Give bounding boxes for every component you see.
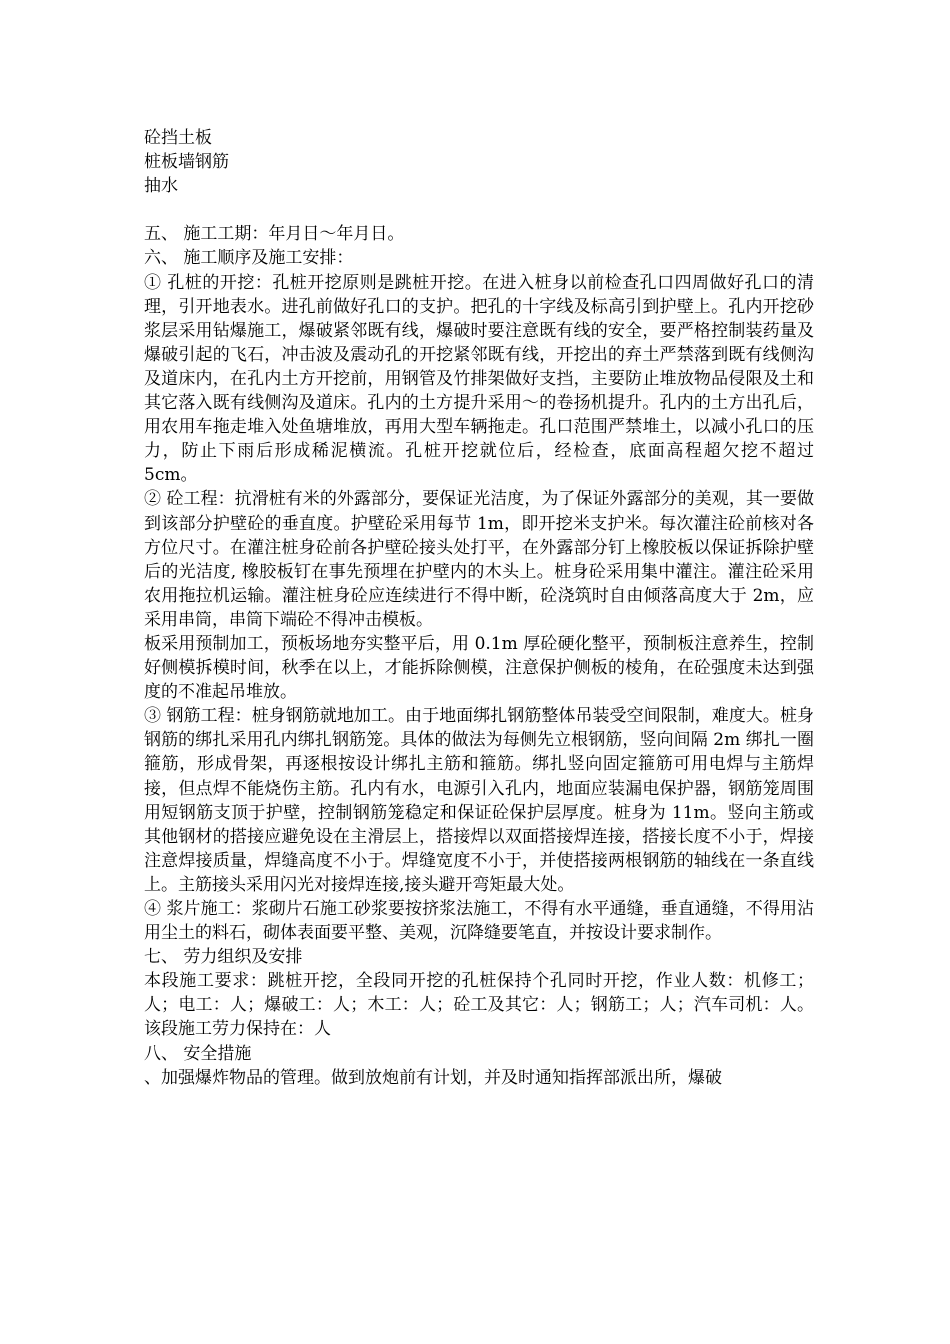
paragraph-explosives-management: 、加强爆炸物品的管理。做到放炮前有计划，并及时通知指挥部派出所，爆破 [144, 1067, 722, 1088]
paragraph-masonry-works: ④ 浆片施工：浆砌片石施工砂浆要按挤浆法施工，不得有水平通缝，垂直通缝，不得用沾用尘土的料石，砌体表面要平整、美观，沉降缝要笔直，并按设计要求制作。 [144, 899, 814, 944]
section-safety-measures: 八、 安全措施 [144, 1043, 252, 1064]
item-retaining-plate: 砼挡土板 [144, 128, 212, 148]
document-page [144, 126, 814, 1090]
item-pumping: 抽水 [144, 176, 178, 197]
paragraph-labor-requirements: 本段施工要求：跳桩开挖，全段同开挖的孔桩保持个孔同时开挖，作业人数：机修工；人；电工：人；爆破工：人；木工：人；砼工及其它：人；钢筋工；人；汽车司机：人。该段施工劳力保持在：人 [144, 971, 814, 1040]
section-labor-organization: 七、 劳力组织及安排 [144, 947, 303, 968]
paragraph-pile-excavation: ① 孔桩的开挖：孔桩开挖原则是跳桩开挖。在进入桩身以前检查孔口四周做好孔口的清理，引开地表水。进孔前做好孔口的支护。把孔的十字线及标高引到护壁上。孔内开挖砂浆层采用钻爆施工，爆破紧邻既有线，爆破时要注意既有线的安全，要严格控制装药量及爆破引起的飞石，冲击波及震动孔的开挖紧邻既有线，开挖出的弃土严禁落到既有线侧沟及道床内，在孔内土方开挖前，用钢管及竹排架做好支挡，主要防止堆放物品侵限及土和其它落入既有线侧沟及道床。孔内的土方提升采用～的卷扬机提升。孔内的土方出孔后，用农用车拖走堆入处鱼塘堆放，再用大型车辆拖走。孔口范围严禁堆土，以减小孔口的压力，防止下雨后形成稀泥横流。孔桩开挖就位后，经检查，底面高程超欠挖不超过 5cm。 [144, 272, 814, 486]
paragraph-rebar-works: ③ 钢筋工程：桩身钢筋就地加工。由于地面绑扎钢筋整体吊装受空间限制，难度大。桩身钢筋的绑扎采用孔内绑扎钢筋笼。具体的做法为每侧先立根钢筋，竖向间隔 2m 绑扎一圈箍筋，形成骨架，再逐根按设计绑扎主筋和箍筋。绑扎竖向固定箍筋可用电焊与主筋焊接，但点焊不能烧伤主筋。孔内有水，电源引入孔内，地面应装漏电保护器，钢筋笼周围用短钢筋支顶于护壁，控制钢筋笼稳定和保证砼保护层厚度。桩身为 11m。竖向主筋或其他钢材的搭接应避免设在主滑层上，搭接焊以双面搭接焊连接，搭接长度不小于，焊接注意焊接质量，焊缝高度不小于。焊缝宽度不小于，并使搭接两根钢筋的轴线在一条直线上。主筋接头采用闪光对接焊连接,接头避开弯矩最大处。 [144, 706, 814, 895]
item-pile-wall-rebar: 桩板墙钢筋 [144, 152, 229, 173]
paragraph-precast-plates: 板采用预制加工，预板场地夯实整平后，用 0.1m 厚砼硬化整平，预制板注意养生，控制好侧模拆模时间，秋季在以上，才能拆除侧模，注意保护侧板的棱角，在砼强度未达到强度的不准起吊堆放。 [144, 633, 814, 703]
section-construction-sequence: 六、 施工顺序及施工安排： [144, 248, 354, 269]
section-construction-period: 五、 施工工期：年月日～年月日。 [144, 224, 405, 245]
blank-line [144, 198, 814, 222]
paragraph-concrete-works: ② 砼工程：抗滑桩有米的外露部分，要保证光洁度，为了保证外露部分的美观，其一要做到该部分护壁砼的垂直度。护壁砼采用每节 1m，即开挖米支护米。每次灌注砼前核对各方位尺寸。在灌注桩身砼前各护壁砼接头处打平，在外露部分钉上橡胶板以保证拆除护壁后的光洁度, 橡胶板钉在事先预埋在护壁内的木头上。桩身砼采用集中灌注。灌注砼采用农用拖拉机运输。灌注桩身砼应连续进行不得中断，砼浇筑时自由倾落高度大于 2m，应采用串筒，串筒下端砼不得冲击模板。 [144, 489, 814, 630]
